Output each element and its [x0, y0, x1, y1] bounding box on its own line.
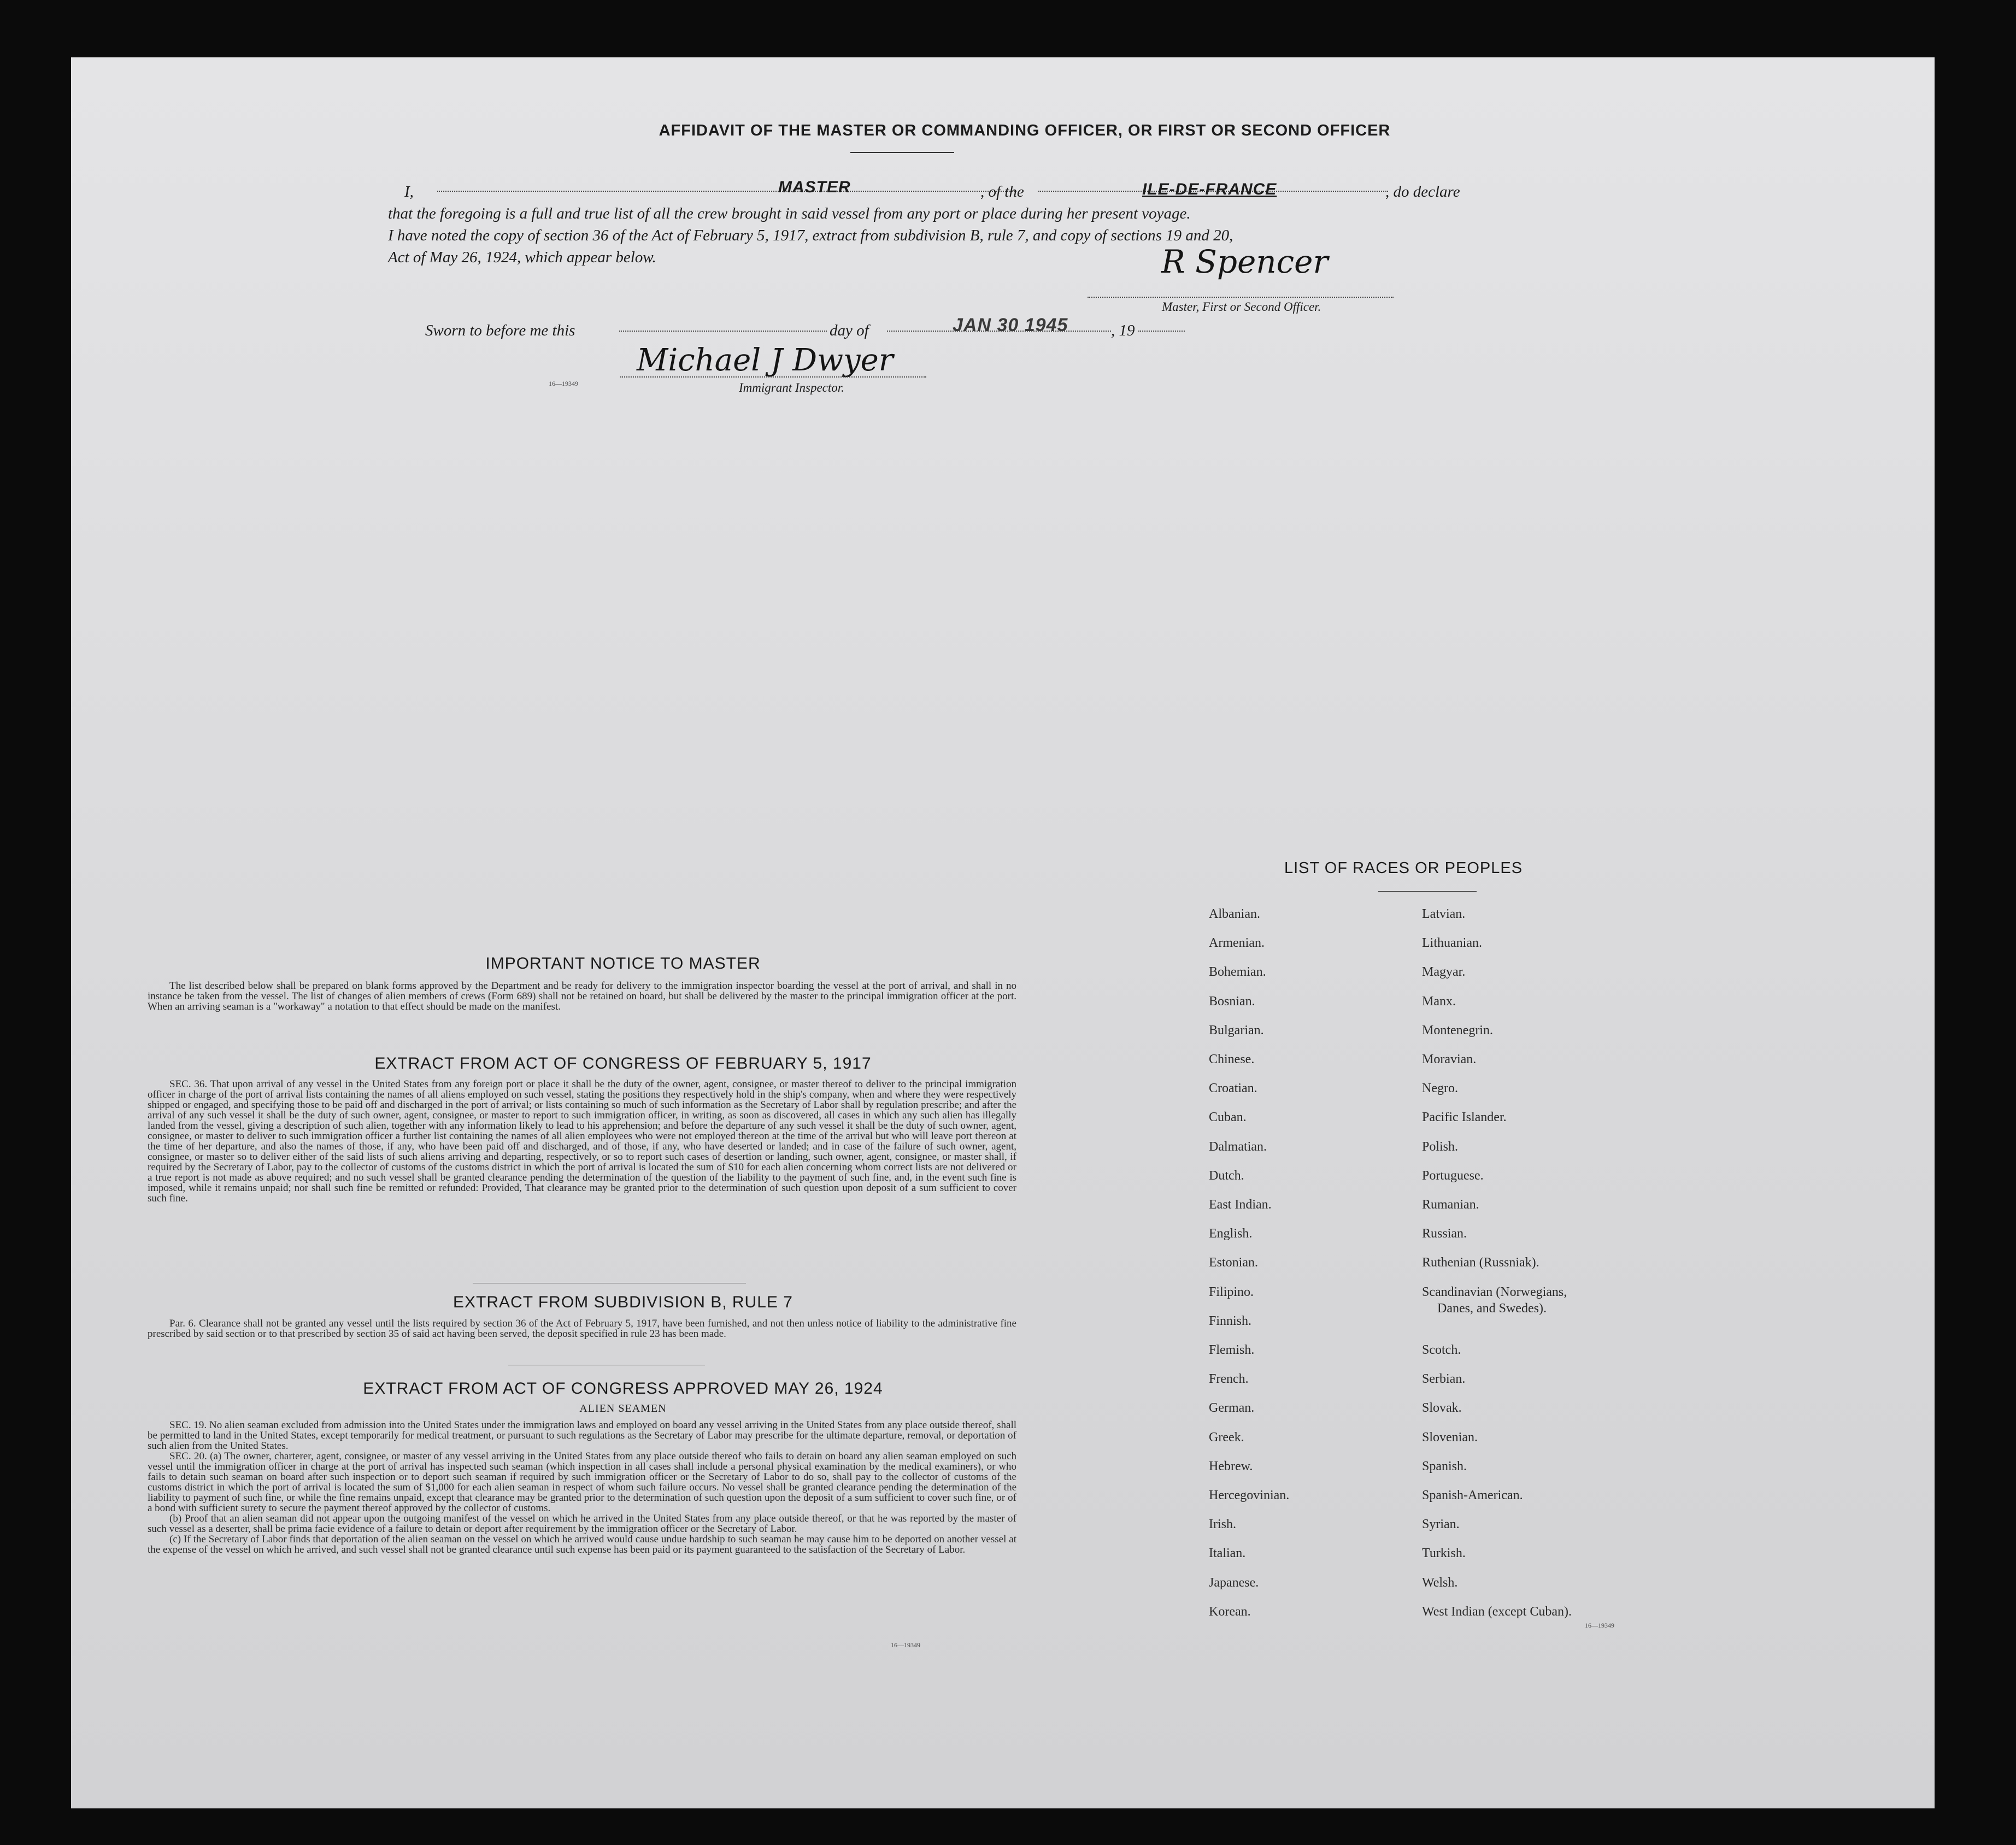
day-of-label: day of [830, 322, 869, 339]
race-item: Filipino. [1209, 1284, 1254, 1299]
race-item: Polish. [1422, 1139, 1459, 1154]
affidavit-line-4: Act of May 26, 1924, which appear below. [388, 249, 656, 266]
race-item: Bohemian. [1209, 965, 1266, 980]
section-20b-paragraph: (b) Proof that an alien seaman did not appear upon the outgoing manifest of the vessel on which he arrived in the United States from any place outside thereof, or that he was reported by the master of such vessel as a deserter, shall be prima facie evidence of a failure to detain or deport after requirement by the immigration officer or the Secretary of Labor. [148, 1513, 1016, 1535]
do-declare-label: , do declare [1385, 183, 1460, 201]
race-item: Greek. [1209, 1430, 1244, 1445]
rank-stamp: MASTER [778, 178, 851, 196]
rank-blank [437, 191, 1016, 192]
sworn-year-blank [1138, 331, 1185, 332]
alien-seamen-subtitle: ALIEN SEAMEN [579, 1402, 667, 1414]
affidavit-form-code: 16—19349 [549, 380, 578, 387]
affidavit-i: I, [404, 183, 414, 201]
sworn-line [425, 315, 1300, 344]
affidavit-line-3: I have noted the copy of section 36 of the Act of February 5, 1917, extract from subdivision B, rule 7, and copy of sections 19 and 20, [388, 227, 1233, 244]
officer-signature-line [1088, 297, 1394, 298]
notice-body [148, 981, 1016, 1012]
races-form-code: 16—19349 [1585, 1622, 1614, 1629]
race-item: Montenegrin. [1422, 1023, 1493, 1038]
race-item: Magyar. [1422, 965, 1466, 980]
of-the-label: , of the [980, 183, 1024, 201]
race-item: East Indian. [1209, 1198, 1272, 1212]
extract-1924-body [148, 1420, 1016, 1555]
race-item: Estonian. [1209, 1255, 1258, 1270]
race-item: Moravian. [1422, 1052, 1477, 1066]
race-item: Spanish-American. [1422, 1488, 1523, 1502]
affidavit-line-1 [404, 178, 1492, 203]
race-item: Finnish. [1209, 1313, 1252, 1328]
race-item: Bulgarian. [1209, 1023, 1264, 1038]
race-item: Latvian. [1422, 907, 1466, 921]
section-36-paragraph: SEC. 36. That upon arrival of any vessel in the United States from any foreign port or place it shall be the duty of the owner, agent, consignee, or master thereof to deliver to the principal immigration officer in charge of the port of arrival lists containing the names of all aliens employed on such vessel, stating the positions they respectively hold in the ship's company, when and where they were respectively shipped or engaged, and specifying those to be paid off and discharged in the port of arrival; or lists containing so much of such information as the Secretary of Labor shall by regulation prescribe; and after the arrival of any such vessel it shall be the duty of such owner, agent, consignee, or master to report to such immigration officer, in writing, as soon as discovered, all cases in which any such alien has illegally landed from the vessel, giving a description of such alien, together with any information likely to lead to his apprehension; and before the departure of any such vessel it shall be the duty of such owner, agent, consignee, or master to deliver to such immigration officer a further list containing the names of all alien employees who were not employed thereon at the time of the arrival but who will leave port thereon at the time of her departure, and also the names of those, if any, who have been paid off and discharged, and of those, if any, who have deserted or landed; and in case of the failure of such owner, agent, consignee, or master so to deliver either of the said lists of such aliens arriving and departing, respectively, or so to report such cases of desertion or landing, such owner, agent, consignee, or master shall, if required by the Secretary of Labor, pay to the collector of customs of the customs district in which the port of arrival is located the sum of $10 for each alien concerning whom correct lists are not delivered or a true report is not made as above required; and no such vessel shall be granted clearance pending the determination of the question of the liability to the payment of such fine, and, in the event such fine is imposed, while it remains unpaid; nor shall such fine be remitted or refunded: Provided, That clearance may be granted prior to the determination of such question upon deposit of a sum sufficient to cover such fine. [148, 1078, 1016, 1204]
race-item: Scotch. [1422, 1343, 1461, 1357]
race-item: French. [1209, 1372, 1249, 1387]
race-item: West Indian (except Cuban). [1422, 1604, 1572, 1619]
race-item: Negro. [1422, 1081, 1458, 1096]
notice-paragraph: The list described below shall be prepared on blank forms approved by the Department and be ready for delivery to the immigration inspector boarding the vessel at the port of arrival, and shall in no instance be taken from the vessel. The list of changes of alien members of crews (Form 689) shall not be retained on board, but shall be delivered by the master to the principal immigration officer at the port. When an arriving seaman is a "workaway" a notation to that effect should be made on the manifest. [148, 980, 1016, 1012]
race-item: Serbian. [1422, 1372, 1466, 1387]
race-item: English. [1209, 1227, 1253, 1241]
date-stamp: JAN 30 1945 [953, 315, 1068, 335]
race-item: Cuban. [1209, 1110, 1247, 1125]
race-item: Scandinavian (Norwegians, [1422, 1284, 1567, 1299]
vessel-stamp: ILE-DE-FRANCE [1142, 180, 1277, 198]
races-title: LIST OF RACES OR PEOPLES [1284, 859, 1523, 877]
race-item: Dutch. [1209, 1168, 1244, 1183]
officer-caption: Master, First or Second Officer. [1162, 300, 1321, 314]
race-item: Irish. [1209, 1517, 1236, 1532]
inspector-signature-line [620, 376, 926, 378]
manifest-sheet [71, 57, 1935, 1808]
section-20a-paragraph: SEC. 20. (a) The owner, charterer, agent, consignee, or master of any vessel arriving in the United States from any place outside thereof who fails to detain on board any alien seaman employed on such vessel until the immigration officer in charge at the port of arrival has inspected such seaman (which inspection in all cases shall include a personal physical examination by the medical examiners), or who fails to detain such seaman on board after such inspection or to deport such seaman if required by such immigration officer or the Secretary of Labor to do so, shall pay to the collector of customs of the customs district in which the port of arrival is located the sum of $1,000 for each alien seaman in respect of whom such failure occurs. No vessel shall be granted clearance pending the determination of the liability to payment of such fine, or while the fine remains unpaid, except that clearance may be granted prior to the determination of such question upon the deposit of a sum sufficient to cover such fine, or of a bond with sufficient surety to secure the payment thereof approved by the collector of customs. [148, 1451, 1016, 1514]
title-divider [850, 152, 954, 153]
year-prefix: , 19 [1111, 322, 1135, 339]
races-divider [1378, 891, 1477, 892]
sworn-day-blank [619, 331, 827, 332]
race-item: Italian. [1209, 1546, 1246, 1561]
affidavit-line-2: that the foregoing is a full and true list of all the crew brought in said vessel from any port or place during her present voyage. [388, 205, 1191, 222]
race-item: German. [1209, 1401, 1255, 1416]
extract-1917-title: EXTRACT FROM ACT OF CONGRESS OF FEBRUARY 5, 1917 [374, 1054, 872, 1072]
notice-title: IMPORTANT NOTICE TO MASTER [485, 954, 761, 972]
race-item: Portuguese. [1422, 1168, 1484, 1183]
race-item: Turkish. [1422, 1546, 1466, 1561]
inspector-caption: Immigrant Inspector. [739, 381, 844, 394]
race-item: Albanian. [1209, 907, 1260, 921]
race-item: Manx. [1422, 994, 1456, 1009]
inspector-signature: Michael J Dwyer [637, 343, 894, 378]
notice-form-code: 16—19349 [891, 1641, 920, 1649]
race-item: Slovenian. [1422, 1430, 1478, 1445]
race-item: Croatian. [1209, 1081, 1257, 1096]
race-item: Dalmatian. [1209, 1139, 1267, 1154]
section-19-paragraph: SEC. 19. No alien seaman excluded from admission into the United States under the immigration laws and employed on board any vessel arriving in the United States from any place outside thereof, shall be permitted to land in the United States, except temporarily for medical treatment, or pursuant to such regulations as the Secretary of Labor may prescribe for the ultimate departure, removal, or deportation of such alien from the United States. [148, 1419, 1016, 1452]
race-item: Lithuanian. [1422, 936, 1482, 951]
race-item: Korean. [1209, 1604, 1251, 1619]
race-item: Hebrew. [1209, 1459, 1253, 1473]
extract-1924-title: EXTRACT FROM ACT OF CONGRESS APPROVED MAY 26, 1924 [363, 1380, 883, 1398]
race-item: Spanish. [1422, 1459, 1467, 1473]
race-item: Armenian. [1209, 936, 1265, 951]
race-item: Flemish. [1209, 1343, 1255, 1357]
extract-1917-body [148, 1079, 1016, 1204]
officer-signature: R Spencer [1161, 243, 1329, 280]
race-item: Hercegovinian. [1209, 1488, 1290, 1502]
race-item: Pacific Islander. [1422, 1110, 1507, 1125]
race-item: Rumanian. [1422, 1198, 1479, 1212]
race-item: Bosnian. [1209, 994, 1255, 1009]
race-item: Russian. [1422, 1227, 1467, 1241]
race-item: Welsh. [1422, 1575, 1458, 1590]
race-item-continuation: Danes, and Swedes). [1437, 1301, 1547, 1316]
extract-rule7-title: EXTRACT FROM SUBDIVISION B, RULE 7 [453, 1293, 793, 1311]
race-item: Syrian. [1422, 1517, 1460, 1532]
sworn-prefix: Sworn to before me this [425, 322, 575, 339]
race-item: Slovak. [1422, 1401, 1462, 1416]
section-20c-paragraph: (c) If the Secretary of Labor finds that deportation of the alien seaman on the vessel on which he arrived would cause undue hardship to such seaman he may cause him to be deported on another vessel at the expense of the vessel on which he arrived, and such vessel shall not be granted clearance until such expense has been paid or its payment guaranteed to the satisfaction of the Secretary of Labor. [148, 1534, 1016, 1555]
affidavit-title: AFFIDAVIT OF THE MASTER OR COMMANDING OFFICER, OR FIRST OR SECOND OFFICER [659, 122, 1391, 139]
race-item: Ruthenian (Russniak). [1422, 1255, 1539, 1270]
rule7-paragraph: Par. 6. Clearance shall not be granted any vessel until the lists required by section 36 of the Act of February 5, 1917, have been furnished, and not then unless notice of liability to the administrative fine prescribed by said section or to that prescribed by section 35 of said act having been served, the deposit specified in rule 23 has been made. [148, 1318, 1016, 1340]
extract-rule7-body [148, 1318, 1016, 1339]
race-item: Japanese. [1209, 1575, 1259, 1590]
race-item: Chinese. [1209, 1052, 1255, 1066]
